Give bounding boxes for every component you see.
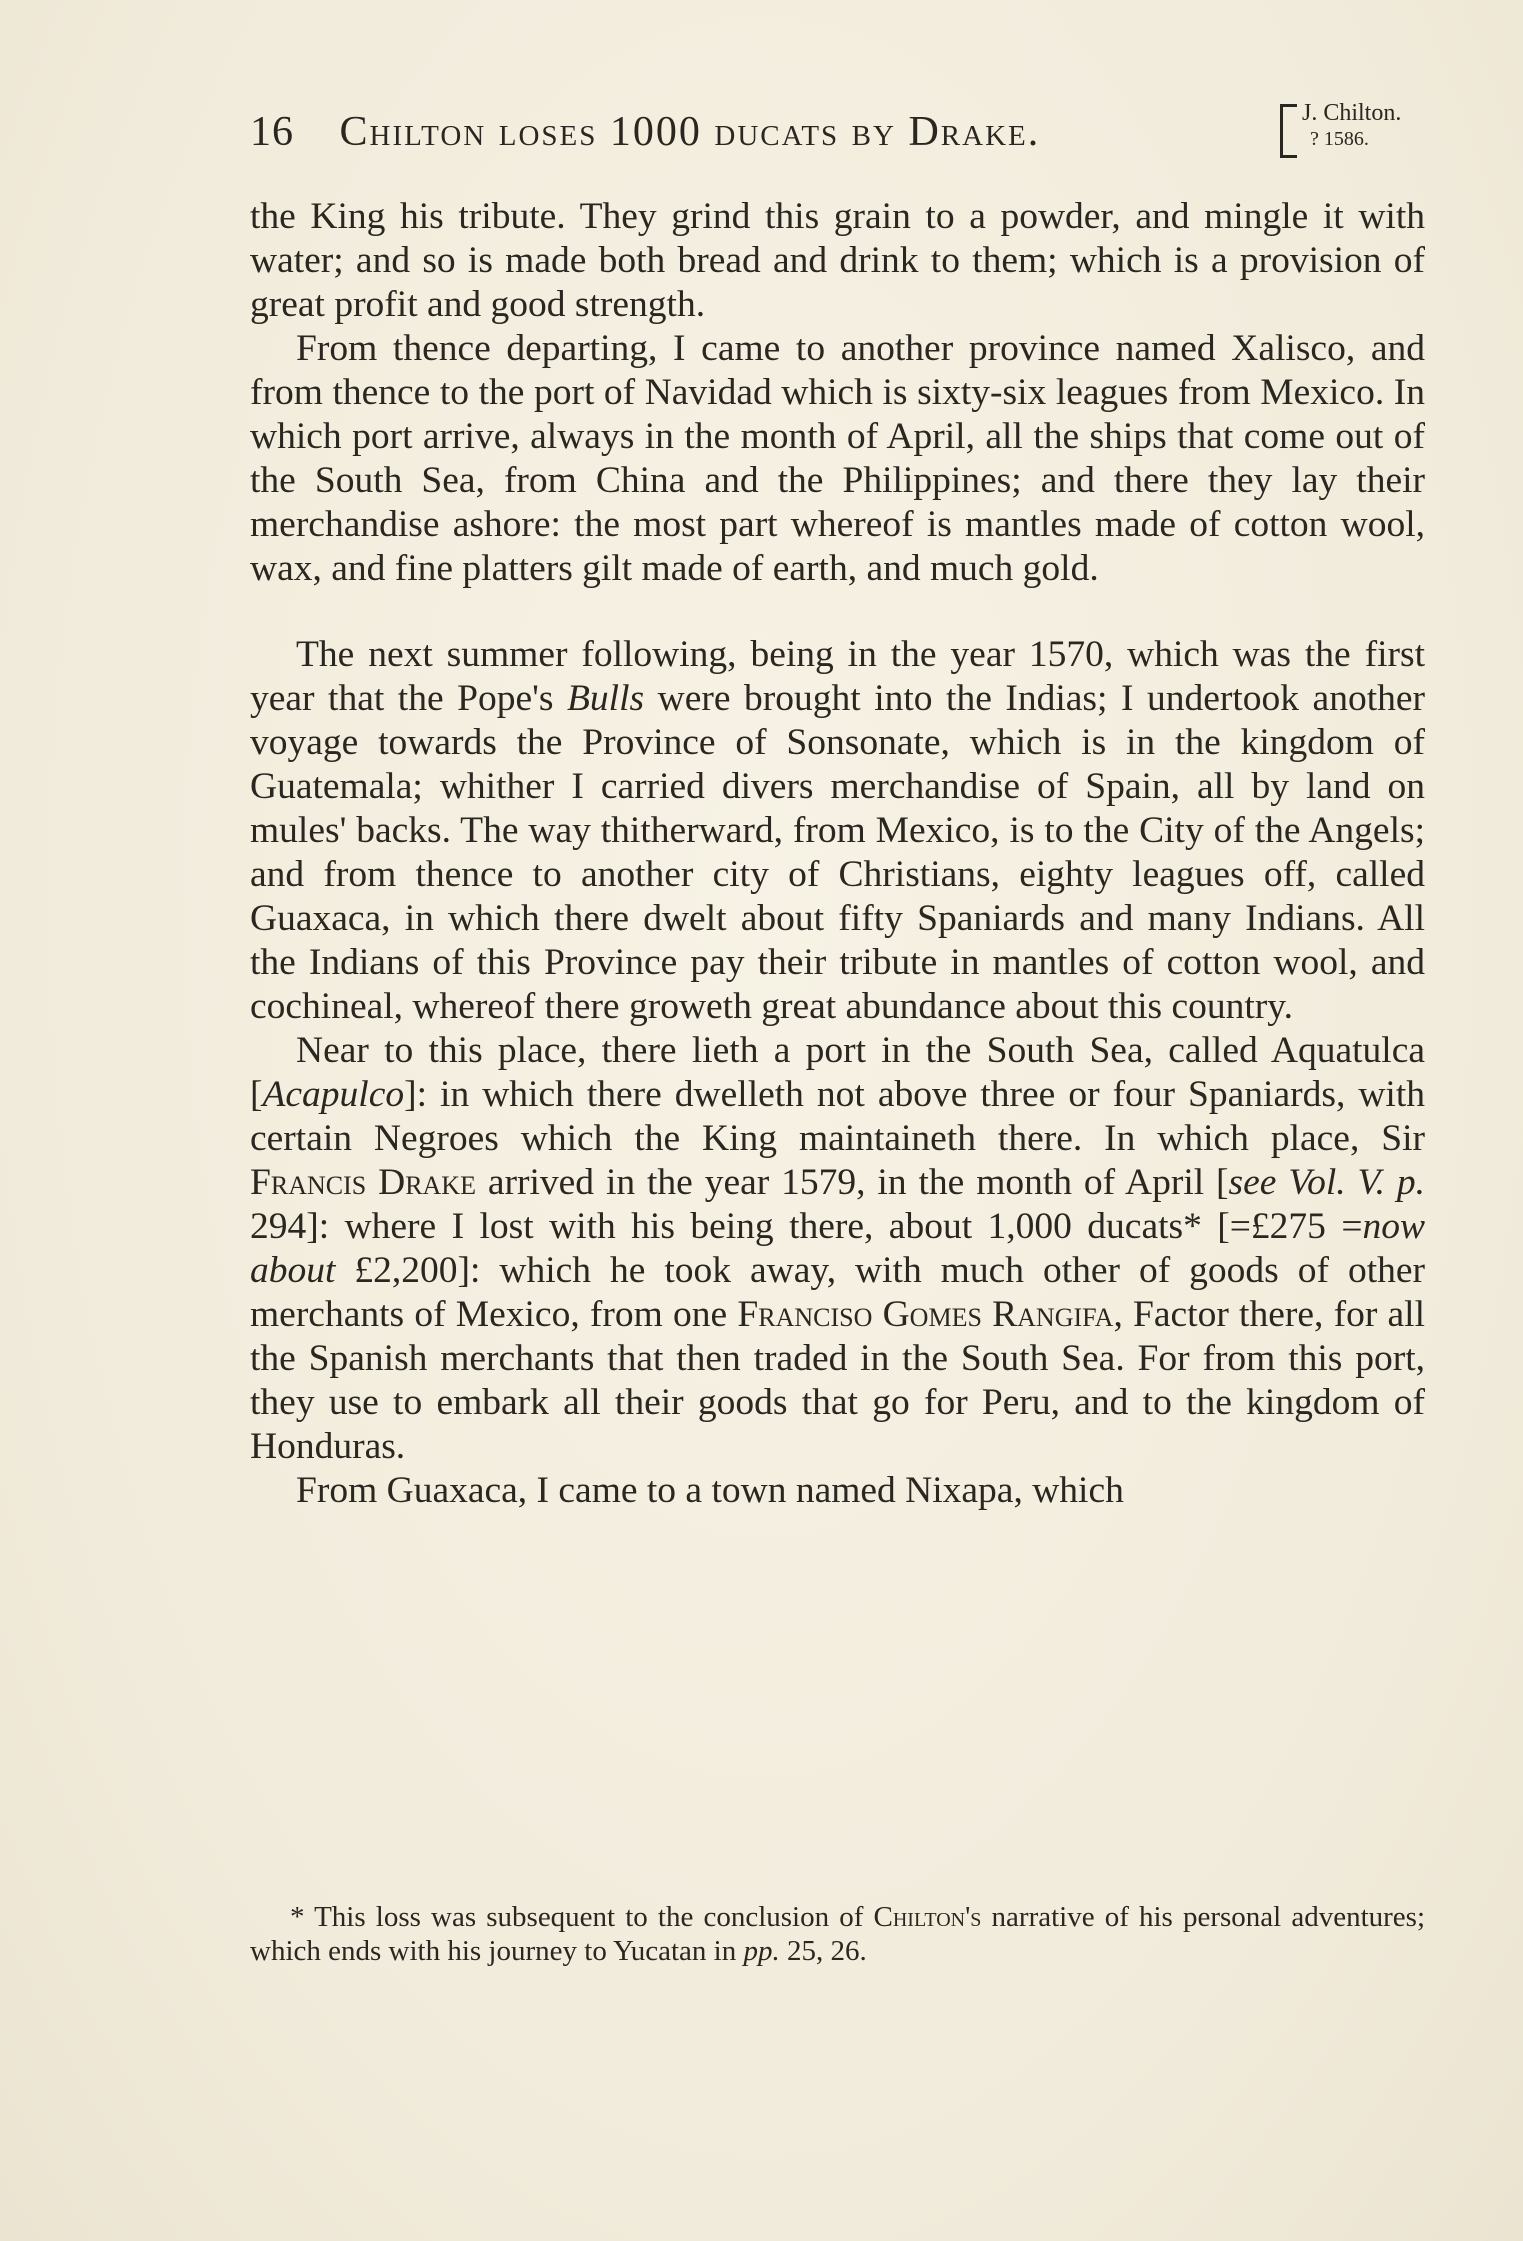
italic-run: Bulls (567, 678, 645, 719)
body-text (250, 195, 1425, 1513)
footnote-text (250, 1900, 1425, 1968)
italic-run: see Vol. V. p. (1228, 1162, 1425, 1203)
side-note-author: J. Chilton. (1302, 100, 1402, 126)
text-run: The next summer following, being in the year 1570, which was the first year that the Pope's (250, 634, 1425, 719)
text-run: narrative of his personal adventures; which ends with his journey to Yucatan in (250, 1901, 1425, 1967)
text-run: Near to this place, there lieth a port in the South Sea, called Aquatulca [ (250, 1030, 1425, 1115)
italic-run: now about (250, 1206, 1425, 1291)
bracket-mark (1280, 104, 1297, 158)
paragraph-3 (250, 633, 1425, 1029)
paragraph-1: the King his tribute. They grind this grain to a powder, and mingle it with water; and so is made both bread and drink to them; which is a provision of great profit and good strength. (250, 196, 1425, 325)
text-run: ]: in which there dwelleth not above three or four Spaniards, with certain Negroes which the King maintaineth there. In which place, Sir (250, 1074, 1425, 1159)
text-run: £2,200]: which he took away, with much other of goods of other merchants of Mexico, from one (250, 1250, 1425, 1335)
italic-run: Acapulco (262, 1074, 405, 1115)
text-run: * This loss was subsequent to the conclusion of (290, 1901, 874, 1933)
side-note (1280, 96, 1430, 156)
footnote (250, 1900, 1425, 1968)
italic-run: pp. (743, 1935, 780, 1967)
paragraph-2: From thence departing, I came to another province named Xalisco, and from thence to the port of Navidad which is sixty-six leagues from Mexico. In which port arrive, always in the month of April, all the ships that come out of the South Sea, from China and the Philippines; and there they lay their merchandise ashore: the most part whereof is mantles made of cotton wool, wax, and fine platters gilt made of earth, and much gold. (250, 328, 1425, 589)
running-title: Chilton loses 1000 ducats by Drake. (339, 109, 1041, 155)
page-number: 16 (250, 109, 294, 155)
small-caps-name: Francis Drake (250, 1162, 476, 1203)
side-note-date: ? 1586. (1310, 128, 1369, 150)
paragraph-4 (250, 1029, 1425, 1469)
small-caps-name: Franciso Gomes Rangifa (737, 1294, 1114, 1335)
text-run: arrived in the year 1579, in the month of April [ (475, 1162, 1229, 1203)
small-caps-name: Chilton's (873, 1901, 982, 1933)
text-run: were brought into the Indias; I undertook another voyage towards the Province of Sonsonate, which is in the kingdom of Guatemala; whither I carried divers merchandise of Spain, all by land on mules' backs. The way thitherward, from Mexico, is to the City of the Angels; and from thence to another city of Christians, eighty leagues off, called Guaxaca, in which there dwelt about fifty Spaniards and many Indians. All the Indians of this Province pay their tribute in mantles of cotton wool, and cochineal, whereof there groweth great abundance about this country. (250, 678, 1425, 1027)
text-run: , Factor there, for all the Spanish merchants that then traded in the South Sea. For from this port, they use to embark all their goods that go for Peru, and to the kingdom of Honduras. (250, 1294, 1425, 1467)
text-run: 294]: where I lost with his being there, about 1,000 ducats* [=£275 = (250, 1206, 1363, 1247)
text-run: 25, 26. (779, 1935, 867, 1967)
paragraph-5: From Guaxaca, I came to a town named Nixapa, which (296, 1470, 1124, 1511)
running-header (250, 108, 1430, 168)
